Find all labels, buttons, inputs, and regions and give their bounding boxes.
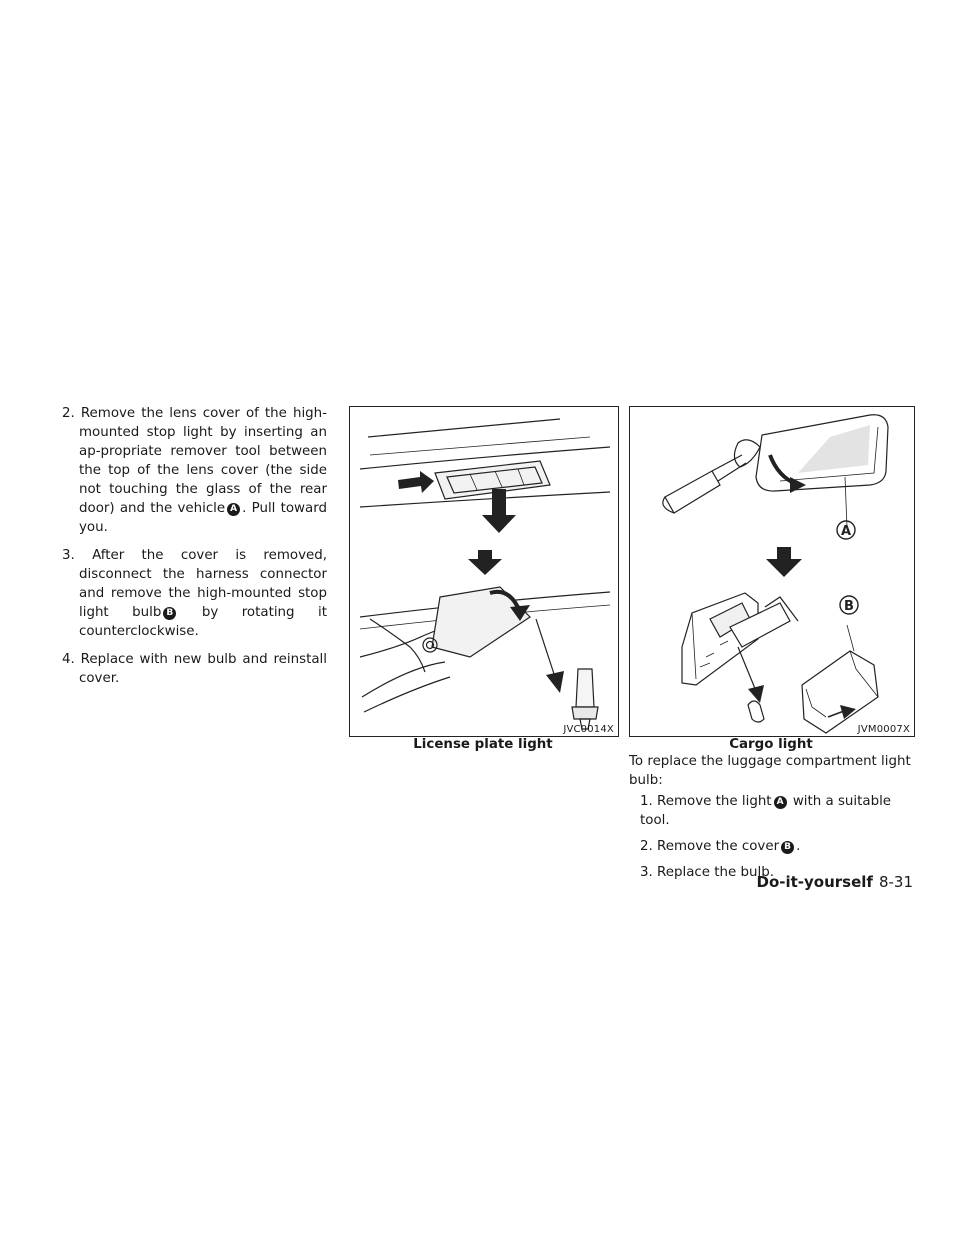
section-title: Do-it-yourself [756,873,873,891]
callout-badge: A [227,503,240,516]
page-footer [757,873,914,891]
step-1: 1. Remove the light A with a suitable tool. [640,794,892,828]
license-plate-light-illustration [350,407,618,736]
down-arrow-icon [766,547,802,577]
down-arrow-icon [468,550,502,575]
step-4: 4. Replace with new bulb and reinstall cover. [62,652,327,686]
callout-label-B [840,596,858,614]
cargo-light-illustration [630,407,914,736]
intro-text: To replace the luggage compartment light bulb: [629,754,911,788]
license-plate-light-figure [349,406,619,737]
figure-code: JVC0014X [563,724,614,735]
step-2: 2. Remove the cover B . [640,839,801,854]
callout-badge: A [774,796,787,809]
callout-label-A [837,521,855,539]
cargo-light-instructions [629,752,915,889]
svg-text:A: A [840,524,852,539]
cargo-light-figure [629,406,915,737]
instructions-column [62,404,327,697]
callout-badge: B [781,841,794,854]
page-number: 8-31 [878,873,913,891]
figure-code: JVM0007X [857,724,910,735]
svg-text:B: B [844,599,854,614]
step-3: 3. Replace the bulb. [640,865,774,880]
down-arrow-icon [482,489,516,533]
callout-badge: B [163,607,176,620]
figure-caption: Cargo light [729,737,813,752]
step-3: 3. After the cover is removed, disconnect the harness connector and remove the high-mounted stop light bulb B by rotating it counterclockwise. [62,548,327,639]
step-2: 2. Remove the lens cover of the high-mounted stop light by inserting an ap-propriate remover tool between the top of the lens cover (the side not touching the glass of the rear door) and the vehicle A . Pull toward you. [62,406,327,535]
figure-caption: License plate light [413,737,553,752]
